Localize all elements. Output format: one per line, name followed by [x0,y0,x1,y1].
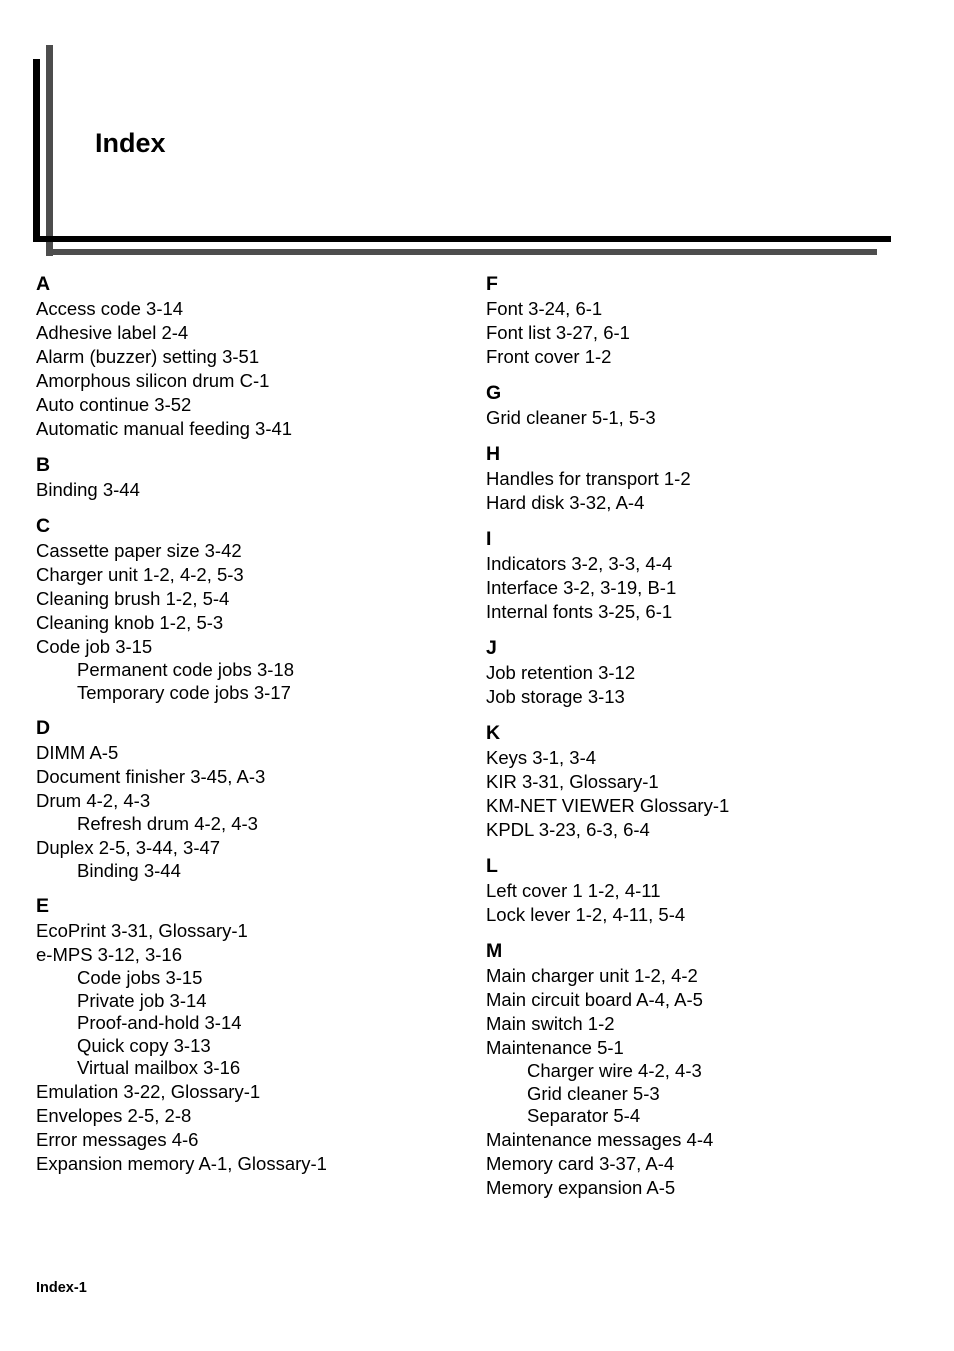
index-letter-heading: A [36,273,51,295]
index-entry: Amorphous silicon drum C-1 [36,370,270,391]
index-entry: Indicators 3-2, 3-3, 4-4 [486,553,673,574]
index-entry: e-MPS 3-12, 3-16 [36,944,183,965]
header-rule-horizontal-black [33,236,891,242]
index-entry: Emulation 3-22, Glossary-1 [36,1080,261,1102]
index-entry: Duplex 2-5, 3-44, 3-47 [36,836,221,858]
index-entry: Job retention 3-12 [486,662,636,683]
index-entry: KM-NET VIEWER Glossary-1 [486,795,730,816]
index-group-m [486,939,916,1200]
index-subentry: Code jobs 3-15 [77,967,203,988]
index-group-f [486,272,916,369]
index-entry: Expansion memory A-1, Glossary-1 [36,1152,327,1174]
index-subentry: Binding 3-44 [77,859,181,881]
header-rule-vertical-black [33,59,40,242]
index-group-a [36,272,466,441]
index-entry: Job storage 3-13 [486,686,625,707]
index-entry: Font 3-24, 6-1 [486,298,603,319]
index-entry: Document finisher 3-45, A-3 [36,766,266,787]
index-entry: Grid cleaner 5-1, 5-3 [486,407,656,428]
header-rule-horizontal-gray [46,249,877,255]
index-entry: EcoPrint 3-31, Glossary-1 [36,920,248,941]
index-entry: KIR 3-31, Glossary-1 [486,771,659,792]
index-entry: Memory card 3-37, A-4 [486,1152,675,1174]
index-letter-heading: J [486,637,497,659]
index-entry: Cleaning knob 1-2, 5-3 [36,612,224,633]
index-group-k [486,721,916,842]
index-subentry: Grid cleaner 5-3 [527,1082,660,1104]
index-group-b [36,453,466,502]
index-group-h [486,442,916,515]
index-entry: KPDL 3-23, 6-3, 6-4 [486,819,650,840]
index-entry: Maintenance 5-1 [486,1037,624,1058]
index-group-e [36,894,466,1176]
index-entry: Maintenance messages 4-4 [486,1128,714,1150]
index-entry: Main charger unit 1-2, 4-2 [486,965,698,986]
header-rule-vertical-gray [46,45,53,256]
index-entry: Drum 4-2, 4-3 [36,790,151,811]
index-entry: Main circuit board A-4, A-5 [486,989,703,1010]
index-subentry: Refresh drum 4-2, 4-3 [77,813,258,834]
index-letter-heading: I [486,528,492,550]
index-entry: Front cover 1-2 [486,346,612,367]
index-entry: Keys 3-1, 3-4 [486,747,597,768]
index-subentry: Separator 5-4 [527,1105,641,1126]
index-subentry: Temporary code jobs 3-17 [77,681,291,703]
index-subentry: Virtual mailbox 3-16 [77,1057,241,1078]
index-subentry: Private job 3-14 [77,989,207,1011]
index-group-g [486,381,916,430]
index-entry: Cassette paper size 3-42 [36,540,242,561]
index-letter-heading: K [486,722,501,744]
index-letter-heading: D [36,717,51,739]
index-letter-heading: F [486,273,498,295]
index-group-c [36,514,466,704]
index-entry: Memory expansion A-5 [486,1176,676,1198]
index-entry: Adhesive label 2-4 [36,322,189,343]
index-entry: Auto continue 3-52 [36,394,192,415]
index-entry: Internal fonts 3-25, 6-1 [486,601,673,622]
index-subentry: Proof-and-hold 3-14 [77,1012,242,1033]
page-title: Index [95,128,166,158]
index-letter-heading: B [36,454,51,476]
index-entry: Left cover 1 1-2, 4-11 [486,880,661,901]
index-group-l [486,854,916,927]
index-entry: Cleaning brush 1-2, 5-4 [36,588,230,609]
index-entry: Envelopes 2-5, 2-8 [36,1104,192,1126]
index-letter-heading: M [486,940,503,962]
index-group-d [36,716,466,882]
index-entry: DIMM A-5 [36,742,119,763]
index-entry: Alarm (buzzer) setting 3-51 [36,346,260,367]
index-entry: Lock lever 1-2, 4-11, 5-4 [486,904,686,925]
index-letter-heading: C [36,515,51,537]
index-group-i [486,527,916,624]
index-subentry: Permanent code jobs 3-18 [77,659,294,680]
index-entry: Charger unit 1-2, 4-2, 5-3 [36,564,244,585]
index-letter-heading: H [486,443,501,465]
index-entry: Access code 3-14 [36,298,184,319]
index-entry: Binding 3-44 [36,479,140,500]
index-entry: Error messages 4-6 [36,1128,199,1150]
index-entry: Interface 3-2, 3-19, B-1 [486,577,677,598]
page-footer: Index-1 [36,1280,87,1296]
index-entry: Font list 3-27, 6-1 [486,322,630,343]
index-letter-heading: L [486,855,498,877]
index-entry: Automatic manual feeding 3-41 [36,418,293,439]
index-subentry: Quick copy 3-13 [77,1034,211,1056]
index-letter-heading: G [486,382,502,404]
index-group-j [486,636,916,709]
index-column-right [486,272,916,1212]
index-entry: Hard disk 3-32, A-4 [486,492,645,513]
index-letter-heading: E [36,895,50,917]
index-entry: Handles for transport 1-2 [486,468,691,489]
index-entry: Code job 3-15 [36,636,153,657]
index-entry: Main switch 1-2 [486,1013,615,1034]
index-column-left [36,272,466,1188]
index-subentry: Charger wire 4-2, 4-3 [527,1060,702,1081]
